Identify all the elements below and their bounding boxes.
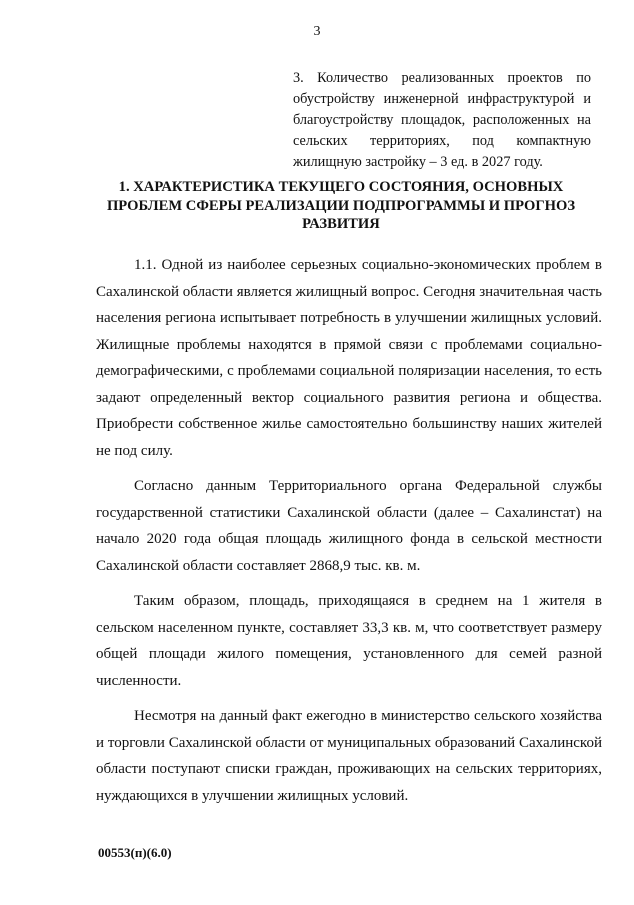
page-number: 3 <box>313 24 321 39</box>
document-code: 00553(п)(6.0) <box>98 845 172 860</box>
body-text <box>96 252 602 818</box>
paragraph-3: Таким образом, площадь, приходящаяся в среднем на 1 жителя в сельском населенном пункте, составляет 33,3 кв. м, что соответствует размеру общей площади жилого помещения, установленного для семей разной численности. <box>96 593 602 689</box>
paragraph-4: Несмотря на данный факт ежегодно в министерство сельского хозяйства и торговли Сахалинской области от муниципальных образований Сахалинской области поступают списки граждан, проживающих на сельских территориях, нуждающихся в улучшении жилищных условий. <box>96 708 602 804</box>
paragraph-2: Согласно данным Территориального органа Федеральной службы государственной статистики Сахалинской области (далее – Сахалинстат) на начало 2020 года общая площадь жилищного фонда в сельской местности Сахалинской области составляет 2868,9 тыс. кв. м. <box>96 478 602 574</box>
list-item-3: 3. Количество реализованных проектов по обустройству инженерной инфраструктурой и благоустройству площадок, расположенных на сельских территориях, под компактную жилищную застройку – 3 ед. в 2027 году. <box>293 70 591 170</box>
section-heading: 1. ХАРАКТЕРИСТИКА ТЕКУЩЕГО СОСТОЯНИЯ, ОСНОВНЫХ ПРОБЛЕМ СФЕРЫ РЕАЛИЗАЦИИ ПОДПРОГРАММЫ И ПРОГНОЗ РАЗВИТИЯ <box>106 179 576 232</box>
paragraph-1-1: 1.1. Одной из наиболее серьезных социально-экономических проблем в Сахалинской области является жилищный вопрос. Сегодня значительная часть населения региона испытывает потребность в улучшении жилищных условий. Жилищные проблемы находятся в прямой связи с проблемами социально-демографическими, с проблемами социальной поляризации населения, то есть задают определенный вектор социального развития региона и общества. Приобрести собственное жилье самостоятельно большинству наших жителей не под силу. <box>96 257 602 459</box>
